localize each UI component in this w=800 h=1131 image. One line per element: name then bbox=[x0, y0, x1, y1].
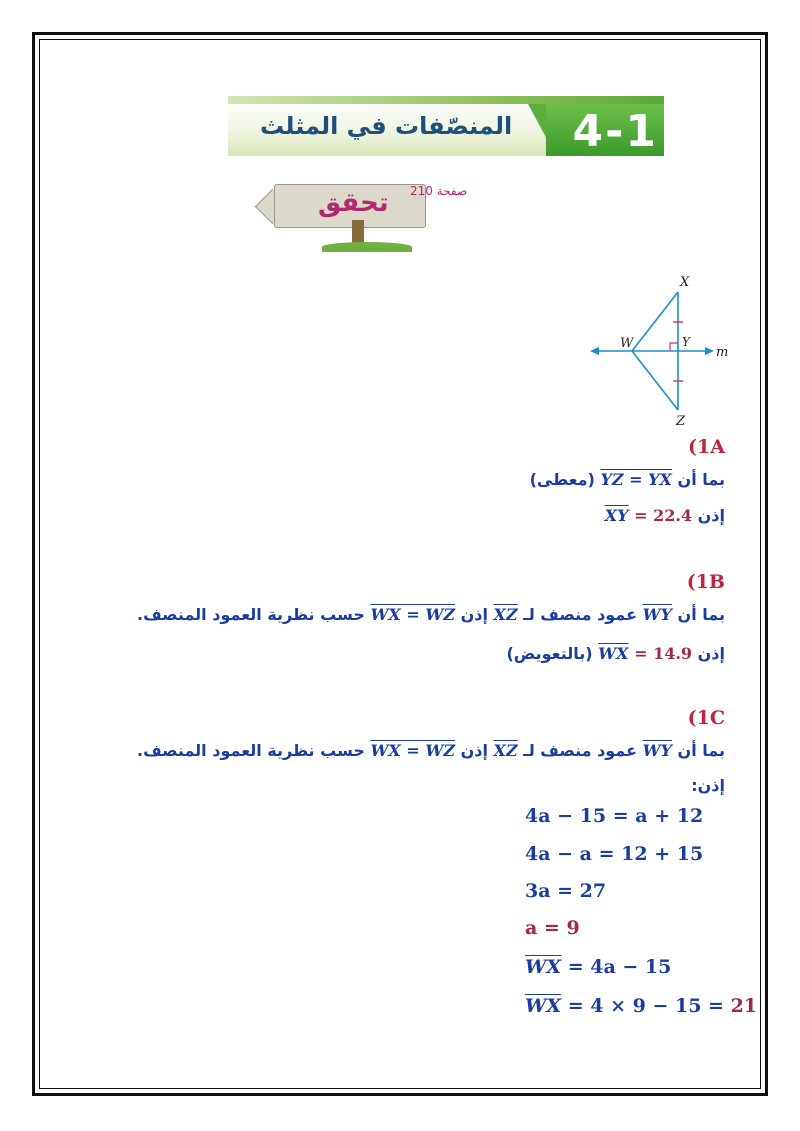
math-wx: $\overline{WX}$ bbox=[525, 995, 562, 1017]
arrow-left-icon bbox=[590, 347, 599, 355]
right-angle-mark bbox=[670, 343, 678, 351]
page-reference: صفحة 210 bbox=[410, 184, 468, 198]
sign-grass bbox=[322, 242, 412, 252]
text-then: إذن bbox=[460, 741, 488, 760]
text-perpendicular-bisector: عمود منصف لـ bbox=[523, 741, 637, 760]
equation-6-result: 21 bbox=[730, 995, 758, 1017]
section-1a-line-1 bbox=[530, 470, 725, 489]
equation-4: a = 9 bbox=[525, 917, 580, 939]
math-wx: $\overline{WX}$ bbox=[598, 644, 629, 663]
equation-1: 4a − 15 = a + 12 bbox=[525, 805, 704, 827]
text-theorem: حسب نظرية العمود المنصف. bbox=[137, 741, 365, 760]
section-1a-header: (1A bbox=[688, 436, 725, 458]
label-m: m bbox=[716, 345, 729, 360]
perpendicular-bisector-diagram bbox=[590, 270, 730, 430]
equation-2: 4a − a = 12 + 15 bbox=[525, 843, 704, 865]
text-since: بما أن bbox=[677, 741, 725, 760]
check-sign bbox=[260, 178, 492, 256]
text-given: (معطى) bbox=[529, 470, 595, 489]
section-1c-line-2: إذن: bbox=[691, 776, 725, 795]
section-1b-line-1 bbox=[137, 605, 725, 624]
equation-6 bbox=[525, 995, 757, 1017]
equation-3: 3a = 27 bbox=[525, 880, 607, 902]
equation-5-rhs: = 4a − 15 bbox=[561, 956, 672, 978]
math-wy: $\overline{WY}$ bbox=[642, 741, 672, 760]
math-wy: $\overline{WY}$ bbox=[642, 605, 672, 624]
section-1b-line-2 bbox=[506, 644, 725, 663]
text-theorem: حسب نظرية العمود المنصف. bbox=[137, 605, 365, 624]
segment-wz bbox=[632, 351, 678, 410]
text-since: بما أن bbox=[677, 605, 725, 624]
math-xy: $\overline{XY}$ bbox=[604, 506, 629, 525]
lesson-number: 4-1 bbox=[572, 106, 658, 156]
math-xz: $\overline{XZ}$ bbox=[493, 605, 518, 624]
text-then: إذن bbox=[460, 605, 488, 624]
math-wx: $\overline{WX}$ bbox=[525, 956, 562, 978]
label-y: Y bbox=[682, 335, 690, 349]
value-wx: = 14.9 bbox=[634, 644, 693, 663]
section-1c-line-1 bbox=[137, 741, 725, 760]
equation-5 bbox=[525, 956, 671, 978]
math-wx-wz: WX = WZ bbox=[370, 605, 456, 624]
section-1a-line-2 bbox=[605, 506, 725, 525]
check-label: تحقق bbox=[318, 188, 389, 218]
segment-wx bbox=[632, 292, 678, 351]
value-xy: = 22.4 bbox=[634, 506, 693, 525]
lesson-title: المنصّفات في المثلث bbox=[260, 112, 513, 140]
label-x: X bbox=[680, 275, 690, 290]
section-1c-header: (1C bbox=[687, 707, 725, 729]
math-xz: $\overline{XZ}$ bbox=[493, 741, 518, 760]
equation-6-rhs: = 4 × 9 − 15 = bbox=[561, 995, 731, 1017]
arrow-right-icon bbox=[705, 347, 714, 355]
text-then: إذن bbox=[697, 506, 725, 525]
text-then: إذن bbox=[697, 644, 725, 663]
lesson-banner bbox=[228, 96, 664, 156]
text-since: بما أن bbox=[677, 470, 725, 489]
math-wx-wz: WX = WZ bbox=[370, 741, 456, 760]
text-substitution: (بالتعويض) bbox=[506, 644, 593, 663]
section-1b-header: (1B bbox=[686, 571, 725, 593]
label-w: W bbox=[620, 336, 634, 351]
label-z: Z bbox=[676, 414, 686, 429]
banner-strip bbox=[228, 96, 664, 104]
math-yz-yx: YZ = YX bbox=[600, 470, 672, 489]
text-perpendicular-bisector: عمود منصف لـ bbox=[523, 605, 637, 624]
